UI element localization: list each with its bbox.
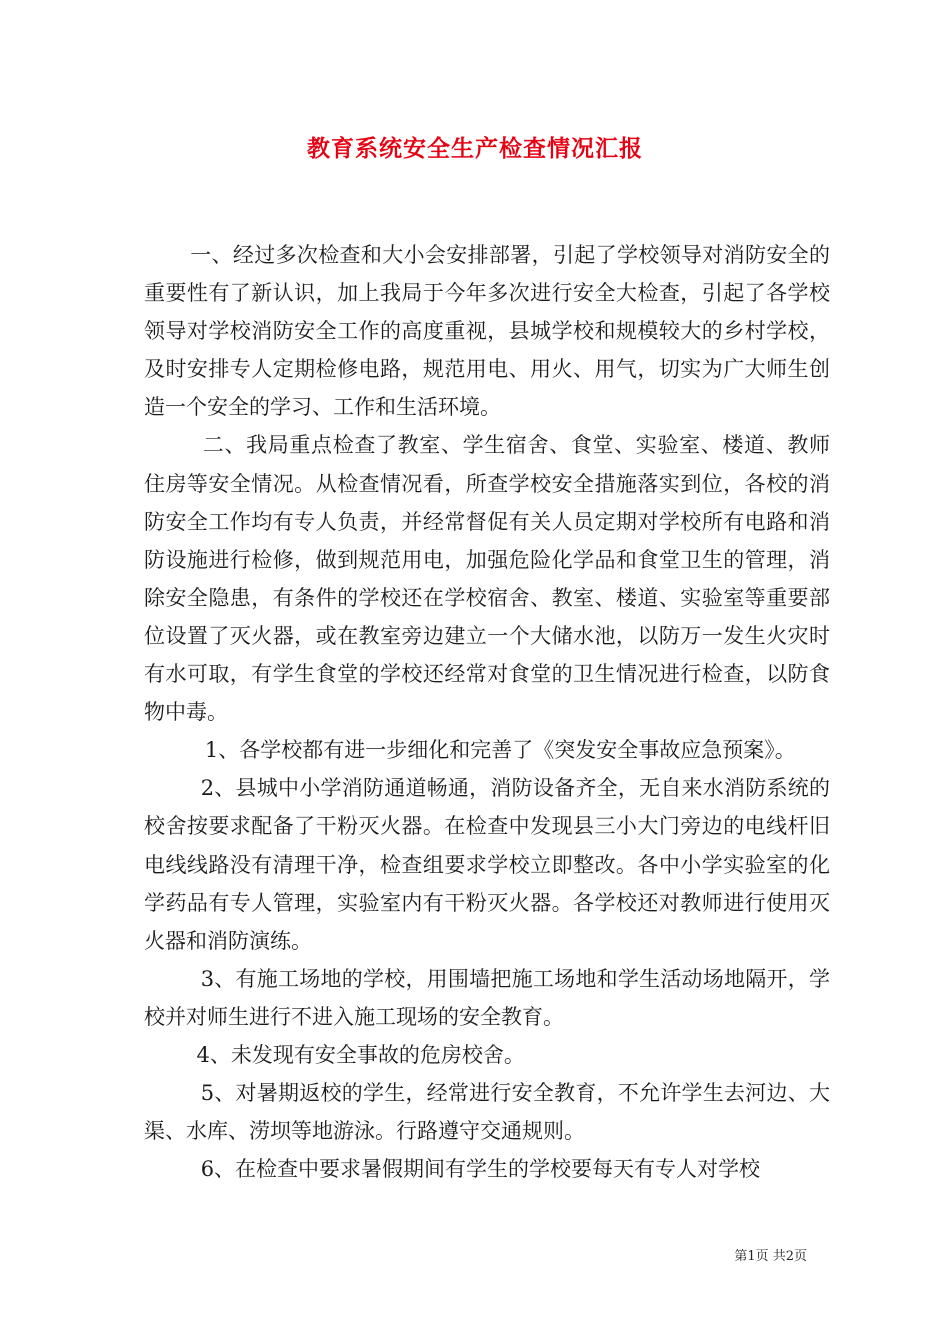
document-body bbox=[144, 236, 830, 1188]
paragraph-3: 1、各学校都有进一步细化和完善了《突发安全事故应急预案》。 bbox=[204, 738, 796, 763]
page-number: 第1页 共2页 bbox=[734, 1249, 807, 1264]
paragraph-8: 6、在检查中要求暑假期间有学生的学校要每天有专人对学校 bbox=[200, 1157, 761, 1182]
paragraph-2: 二、我局重点检查了教室、学生宿舍、食堂、实验室、楼道、教师住房等安全情况。从检查情况看，所查学校安全措施落实到位，各校的消防安全工作均有专人负责，并经常督促有关人员定期对学校所有电路和消防设施进行检修，做到规范用电，加强危险化学品和食堂卫生的管理，消除安全隐患，有条件的学校还在学校宿舍、教室、楼道、实验室等重要部位设置了灭火器，或在教室旁边建立一个大储水池，以防万一发生火灾时有水可取，有学生食堂的学校还经常对食堂的卫生情况进行检查，以防食物中毒。 bbox=[144, 433, 830, 725]
document-title: 教育系统安全生产检查情况汇报 bbox=[307, 135, 643, 162]
paragraph-1: 一、经过多次检查和大小会安排部署，引起了学校领导对消防安全的重要性有了新认识，加上我局于今年多次进行安全大检查，引起了各学校领导对学校消防安全工作的高度重视，县城学校和规模较大的乡村学校，及时安排专人定期检修电路，规范用电、用火、用气，切实为广大师生创造一个安全的学习、工作和生活环境。 bbox=[144, 243, 830, 420]
paragraph-7: 5、对暑期返校的学生，经常进行安全教育，不允许学生去河边、大渠、水库、涝坝等地游泳。行路遵守交通规则。 bbox=[144, 1081, 830, 1144]
paragraph-4: 2、县城中小学消防通道畅通，消防设备齐全，无自来水消防系统的校舍按要求配备了干粉灭火器。在检查中发现县三小大门旁边的电线杆旧电线线路没有清理干净，检查组要求学校立即整改。各中小学实验室的化学药品有专人管理，实验室内有干粉灭火器。各学校还对教师进行使用灭火器和消防演练。 bbox=[144, 776, 830, 953]
paragraph-5: 3、有施工场地的学校，用围墙把施工场地和学生活动场地隔开，学校并对师生进行不进入施工现场的安全教育。 bbox=[144, 966, 830, 1029]
paragraph-6: 4、未发现有安全事故的危房校舍。 bbox=[196, 1042, 525, 1067]
